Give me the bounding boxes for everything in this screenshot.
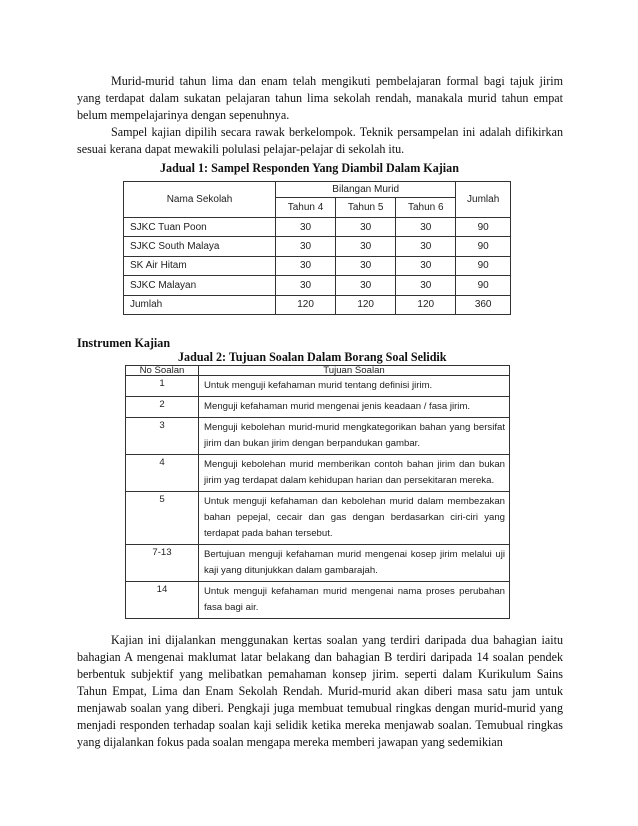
header-student-count: Bilangan Murid [276,182,456,198]
header-year-4: Tahun 4 [276,198,336,218]
total-cell: 360 [456,295,511,314]
year6-cell: 30 [396,237,456,256]
question-purpose-table [125,365,510,619]
question-no-cell: 3 [126,418,199,455]
total-cell: 90 [456,256,511,275]
question-no-cell: 7-13 [126,545,199,582]
table-row [124,218,511,237]
school-cell: SJKC Tuan Poon [124,218,276,237]
paragraph-sampling [77,124,563,158]
year5-cell: 30 [336,276,396,295]
total-cell: 90 [456,218,511,237]
year5-cell: 120 [336,295,396,314]
header-question-purpose: Tujuan Soalan [199,366,510,376]
table-row [124,237,511,256]
table2-caption: Jadual 2: Tujuan Soalan Dalam Borang Soal Selidik [178,350,447,364]
table-row [124,276,511,295]
sample-respondents-table [123,181,511,315]
year5-cell: 30 [336,256,396,275]
year4-cell: 30 [276,218,336,237]
school-cell: SK Air Hitam [124,256,276,275]
header-school-name: Nama Sekolah [124,182,276,218]
question-purpose-cell: Menguji kefahaman murid mengenai jenis keadaan / fasa jirim. [199,397,510,418]
question-no-cell: 14 [126,582,199,619]
school-cell: SJKC South Malaya [124,237,276,256]
header-year-6: Tahun 6 [396,198,456,218]
year4-cell: 120 [276,295,336,314]
header-question-no: No Soalan [126,366,199,376]
table-row [126,545,510,582]
total-cell: 90 [456,237,511,256]
year4-cell: 30 [276,276,336,295]
paragraph-students [77,73,563,124]
section-heading: Instrumen Kajian [77,336,171,350]
year5-cell: 30 [336,218,396,237]
table-row-total [124,295,511,314]
year5-cell: 30 [336,237,396,256]
year6-cell: 30 [396,256,456,275]
year4-cell: 30 [276,237,336,256]
question-purpose-cell: Untuk menguji kefahaman murid tentang definisi jirim. [199,376,510,397]
table-row [126,455,510,492]
question-no-cell: 5 [126,492,199,545]
header-total: Jumlah [456,182,511,218]
paragraph-sampling-text: Sampel kajian dipilih secara rawak berkelompok. Teknik persampelan ini adalah difikirkan sesuai kerana dapat mewakili polulasi pelajar-pelajar di sekolah itu. [77,125,563,156]
table-row [126,492,510,545]
paragraph-instrument [77,632,563,751]
question-purpose-cell: Bertujuan menguji kefahaman murid mengenai kosep jirim melalui uji kaji yang ditunjukkan dalam gambarajah. [199,545,510,582]
year6-cell: 30 [396,276,456,295]
table-row [126,418,510,455]
paragraph-instrument-text: Kajian ini dijalankan menggunakan kertas soalan yang terdiri daripada dua bahagian iaitu bahagian A mengenai maklumat latar belakang dan bahagian B terdiri daripada 14 soalan pendek berbentuk subjektif yang melibatkan pemahaman konsep jirim. seperti dalam Kurikulum Sains Tahun Empat, Lima dan Enam Sekolah Rendah. Murid-murid akan diberi masa satu jam untuk menjawab soalan yang diberi. Pengkaji juga membuat temubual ringkas dengan murid-murid yang menjadi responden terhadap soalan kaji selidik ketika mereka menjawab soalan. Temubual ringkas yang dijalankan fokus pada soalan mengapa mereka memberi jawapan yang sedemikian [77,633,563,749]
question-no-cell: 4 [126,455,199,492]
table-row [124,256,511,275]
year6-cell: 30 [396,218,456,237]
year6-cell: 120 [396,295,456,314]
table-row [126,397,510,418]
table-row [126,582,510,619]
question-purpose-cell: Untuk menguji kefahaman murid mengenai nama proses perubahan fasa bagi air. [199,582,510,619]
school-cell: Jumlah [124,295,276,314]
total-cell: 90 [456,276,511,295]
question-no-cell: 1 [126,376,199,397]
question-purpose-cell: Menguji kebolehan murid-murid mengkategorikan bahan yang bersifat jirim dan bukan jirim dengan berpandukan gambar. [199,418,510,455]
header-year-5: Tahun 5 [336,198,396,218]
question-purpose-cell: Untuk menguji kefahaman dan kebolehan murid dalam membezakan bahan pepejal, cecair dan gas dengan berdasarkan ciri-ciri yang terdapat pada bahan tersebut. [199,492,510,545]
school-cell: SJKC Malayan [124,276,276,295]
question-purpose-cell: Menguji kebolehan murid memberikan contoh bahan jirim dan bukan jirim yag terdapat dalam kehidupan harian dan persekitaran mereka. [199,455,510,492]
question-no-cell: 2 [126,397,199,418]
paragraph-students-text: Murid-murid tahun lima dan enam telah mengikuti pembelajaran formal bagi tajuk jirim yang terdapat dalam sukatan pelajaran tahun lima sekolah rendah, manakala murid tahun empat belum mempelajarinya dengan sepenuhnya. [77,74,563,122]
table1-caption: Jadual 1: Sampel Responden Yang Diambil Dalam Kajian [160,161,459,175]
year4-cell: 30 [276,256,336,275]
table-row [126,376,510,397]
